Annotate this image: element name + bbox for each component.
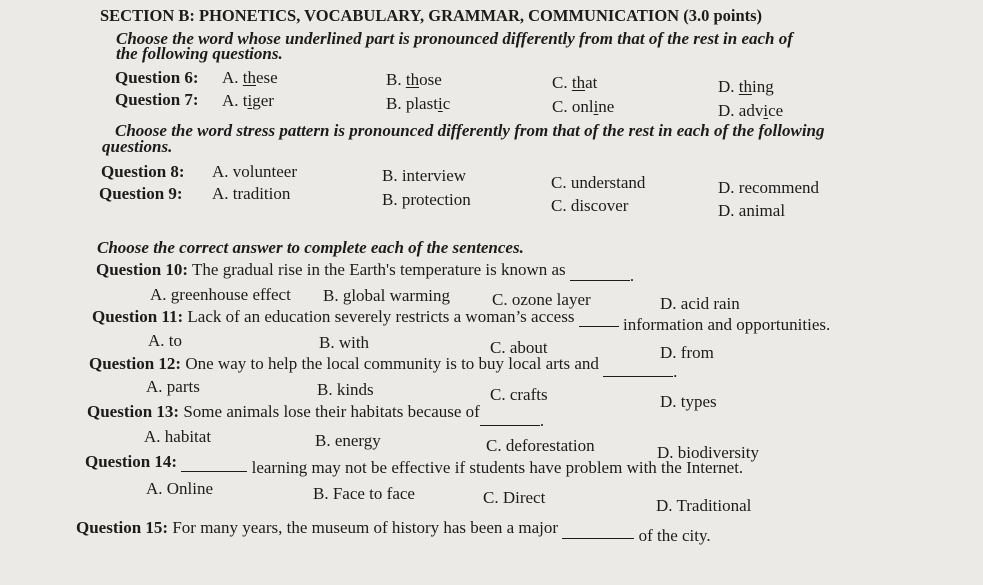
q12-text: One way to help the local community is to buy local arts and <box>181 354 599 373</box>
q14-blank[interactable] <box>181 457 247 472</box>
instruction-phonetics-cont: the following questions. <box>116 44 283 63</box>
q10-option-c[interactable]: C. ozone layer <box>492 290 591 309</box>
q6-option-d[interactable] <box>718 77 774 97</box>
q12-option-a[interactable]: A. parts <box>146 377 200 396</box>
q6-a-pre: A. <box>222 68 243 87</box>
q7-option-a[interactable] <box>222 91 274 111</box>
q7-a-underlined: i <box>247 91 253 110</box>
q6-c-post: at <box>585 73 598 92</box>
q15-stem <box>76 518 711 545</box>
q7-a-post: ger <box>252 91 274 110</box>
q6-b-underlined: th <box>405 70 420 89</box>
q13-option-c[interactable]: C. deforestation <box>486 436 595 455</box>
q15-end: of the city. <box>634 526 711 545</box>
q10-option-d[interactable]: D. acid rain <box>660 294 740 313</box>
q14-option-d[interactable]: D. Traditional <box>656 496 752 515</box>
q14-label: Question 14: <box>85 452 178 471</box>
q6-option-c[interactable] <box>552 73 597 93</box>
q11-end: information and opportunities. <box>618 315 831 334</box>
q11-stem <box>92 307 831 334</box>
q12-end: . <box>673 362 678 381</box>
q7-a-pre: A. t <box>222 91 248 110</box>
q7-label: Question 7: <box>115 90 199 109</box>
q7-d-underlined: i <box>763 101 769 120</box>
q9-option-c[interactable]: C. discover <box>551 196 629 215</box>
instruction-stress-cont: questions. <box>102 137 173 156</box>
q7-c-pre: C. onl <box>552 97 594 116</box>
q15-label: Question 15: <box>76 518 169 537</box>
q6-b-pre: B. <box>386 70 406 89</box>
q7-d-pre: D. adv <box>718 101 764 120</box>
q7-option-b[interactable] <box>386 94 450 114</box>
section-title: SECTION B: PHONETICS, VOCABULARY, GRAMMAR, COMMUNICATION (3.0 points) <box>100 6 763 25</box>
q7-option-d[interactable] <box>718 101 783 121</box>
q6-option-b[interactable] <box>386 70 442 90</box>
q6-d-post: ing <box>752 77 774 96</box>
q12-option-d[interactable]: D. types <box>660 392 717 411</box>
q12-option-b[interactable]: B. kinds <box>317 380 374 399</box>
q6-c-pre: C. <box>552 73 572 92</box>
q10-option-a[interactable]: A. greenhouse effect <box>150 285 291 304</box>
q8-option-b[interactable]: B. interview <box>382 166 467 185</box>
q13-label: Question 13: <box>87 402 180 421</box>
q6-b-post: ose <box>419 70 442 89</box>
q6-a-post: ese <box>256 68 278 87</box>
q13-end: . <box>539 411 545 430</box>
q12-option-c[interactable]: C. crafts <box>490 385 548 404</box>
q13-blank[interactable] <box>480 411 540 426</box>
q10-stem <box>96 260 635 285</box>
q11-option-a[interactable]: A. to <box>148 331 182 350</box>
q7-b-underlined: i <box>437 94 443 113</box>
q13-option-b[interactable]: B. energy <box>315 431 381 450</box>
instruction-stress: Choose the word stress pattern is pronounced differently from that of the rest in each of the following <box>115 121 825 140</box>
q8-option-d[interactable]: D. recommend <box>718 178 820 197</box>
q7-b-pre: B. plast <box>386 94 438 113</box>
q6-d-pre: D. <box>718 77 739 96</box>
q13-option-d[interactable]: D. biodiversity <box>657 443 759 462</box>
q6-a-underlined: th <box>242 68 257 87</box>
q6-label: Question 6: <box>115 68 199 87</box>
q12-label: Question 12: <box>89 354 182 373</box>
q8-label: Question 8: <box>101 162 185 181</box>
q13-text: Some animals lose their habitats because of <box>179 402 480 421</box>
q11-text: Lack of an education severely restricts a woman’s access <box>183 307 575 326</box>
q8-option-c[interactable]: C. understand <box>551 173 646 192</box>
q9-option-b[interactable]: B. protection <box>382 190 471 209</box>
q14-end: learning may not be effective if students have problem with the Internet. <box>247 458 744 477</box>
q11-label: Question 11: <box>92 307 184 326</box>
q11-option-b[interactable]: B. with <box>319 333 370 352</box>
q14-option-a[interactable]: A. Online <box>146 479 214 498</box>
q7-option-c[interactable] <box>552 97 614 117</box>
q10-end: . <box>629 266 635 285</box>
q7-d-post: ce <box>768 101 784 120</box>
q9-option-d[interactable]: D. animal <box>718 201 786 220</box>
q10-text: The gradual rise in the Earth's temperature is known as <box>188 260 566 279</box>
q11-option-c[interactable]: C. about <box>490 338 548 357</box>
q9-option-a[interactable]: A. tradition <box>212 184 291 203</box>
q10-blank[interactable] <box>570 266 630 281</box>
q8-option-a[interactable]: A. volunteer <box>212 162 297 181</box>
q13-option-a[interactable]: A. habitat <box>144 427 212 446</box>
q15-text: For many years, the museum of history has been a major <box>168 518 559 537</box>
q12-blank[interactable] <box>603 362 673 377</box>
instruction-sentences: Choose the correct answer to complete each of the sentences. <box>97 238 524 257</box>
q6-c-underlined: th <box>571 73 586 92</box>
q12-stem <box>89 354 678 381</box>
q7-c-post: ne <box>598 97 615 116</box>
q6-d-underlined: th <box>738 77 753 96</box>
q7-c-underlined: i <box>593 97 599 116</box>
q14-option-c[interactable]: C. Direct <box>483 488 546 507</box>
q6-option-a[interactable] <box>222 68 278 88</box>
q11-blank[interactable] <box>579 312 619 327</box>
q7-b-post: c <box>442 94 451 113</box>
q9-label: Question 9: <box>99 184 183 203</box>
q15-blank[interactable] <box>562 524 634 539</box>
q11-option-d[interactable]: D. from <box>660 343 714 362</box>
q14-option-b[interactable]: B. Face to face <box>313 484 415 503</box>
instruction-phonetics: Choose the word whose underlined part is pronounced differently from that of the rest in each of <box>116 29 793 48</box>
q14-stem <box>85 452 744 477</box>
q10-option-b[interactable]: B. global warming <box>323 286 451 305</box>
q10-label: Question 10: <box>96 260 189 279</box>
q13-stem <box>87 402 545 430</box>
